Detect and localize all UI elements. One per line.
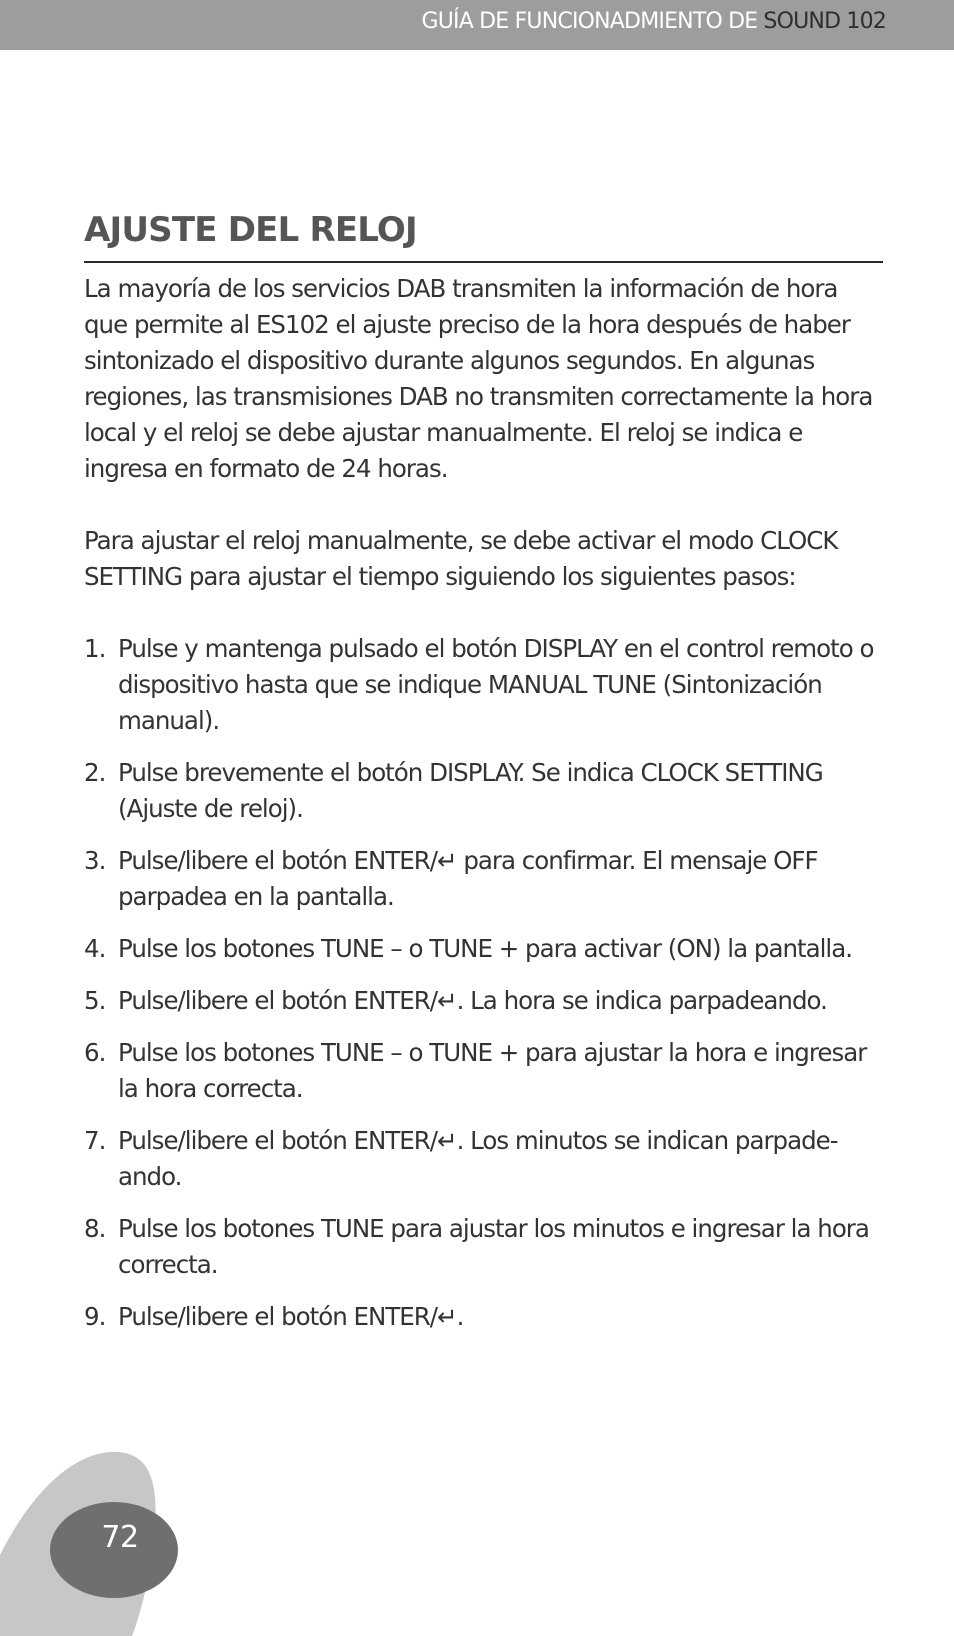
running-header-product: SOUND 102: [763, 9, 886, 34]
step-number: 9.: [84, 1302, 106, 1331]
step-text: Pulse los botones TUNE para ajustar los minutos e ingresar la hora correcta.: [118, 1214, 869, 1279]
intro-paragraph: La mayoría de los servicios DAB transmiten la información de hora que permite al ES102 el ajuste preciso de la hora después de haber sintonizado el dispositivo durante algunos segundos. En algunas regiones, las transmisiones DAB no transmiten correctamente la hora local y el reloj se debe ajustar manualmente. El reloj se indica e ingresa en formato de 24 horas.: [84, 274, 873, 483]
running-header: [421, 9, 886, 34]
instructions-paragraph: Para ajustar el reloj manualmente, se debe activar el modo CLOCK SETTING para ajustar el tiempo siguiendo los siguientes pasos:: [84, 526, 838, 591]
step-number: 3.: [84, 846, 106, 875]
step-text: Pulse y mantenga pulsado el botón DISPLAY en el control remoto o dispositivo hasta que se indique MANUAL TUNE (Sintonización manual).: [118, 634, 874, 735]
steps-list: [84, 631, 884, 1335]
page-number: 72: [101, 1520, 139, 1555]
step-item: [84, 1211, 884, 1283]
step-number: 2.: [84, 758, 106, 787]
step-number: 5.: [84, 986, 106, 1015]
step-number: 6.: [84, 1038, 106, 1067]
step-number: 4.: [84, 934, 106, 963]
step-number: 7.: [84, 1126, 106, 1155]
running-header-prefix: GUÍA DE FUNCIONADMIENTO DE: [421, 9, 758, 34]
title-divider: [84, 261, 883, 263]
step-text: Pulse/libere el botón ENTER/↵. Los minutos se indican parpade-ando.: [118, 1126, 838, 1191]
step-item: [84, 983, 884, 1019]
section-body: [84, 271, 884, 1351]
step-text: Pulse/libere el botón ENTER/↵.: [118, 1302, 464, 1331]
step-item: [84, 843, 884, 915]
step-number: 8.: [84, 1214, 106, 1243]
section-title: AJUSTE DEL RELOJ: [84, 210, 417, 250]
step-item: [84, 1299, 884, 1335]
step-number: 1.: [84, 634, 106, 663]
step-item: [84, 931, 884, 967]
step-text: Pulse brevemente el botón DISPLAY. Se indica CLOCK SETTING (Ajuste de reloj).: [118, 758, 823, 823]
step-text: Pulse los botones TUNE – o TUNE + para activar (ON) la pantalla.: [118, 934, 853, 963]
step-item: [84, 755, 884, 827]
step-item: [84, 1123, 884, 1195]
step-text: Pulse los botones TUNE – o TUNE + para ajustar la hora e ingresar la hora correcta.: [118, 1038, 867, 1103]
step-text: Pulse/libere el botón ENTER/↵. La hora se indica parpadeando.: [118, 986, 827, 1015]
step-item: [84, 1035, 884, 1107]
step-text: Pulse/libere el botón ENTER/↵ para confirmar. El mensaje OFF parpadea en la pantalla.: [118, 846, 818, 911]
step-item: [84, 631, 884, 739]
page-header-bar: [0, 0, 954, 50]
